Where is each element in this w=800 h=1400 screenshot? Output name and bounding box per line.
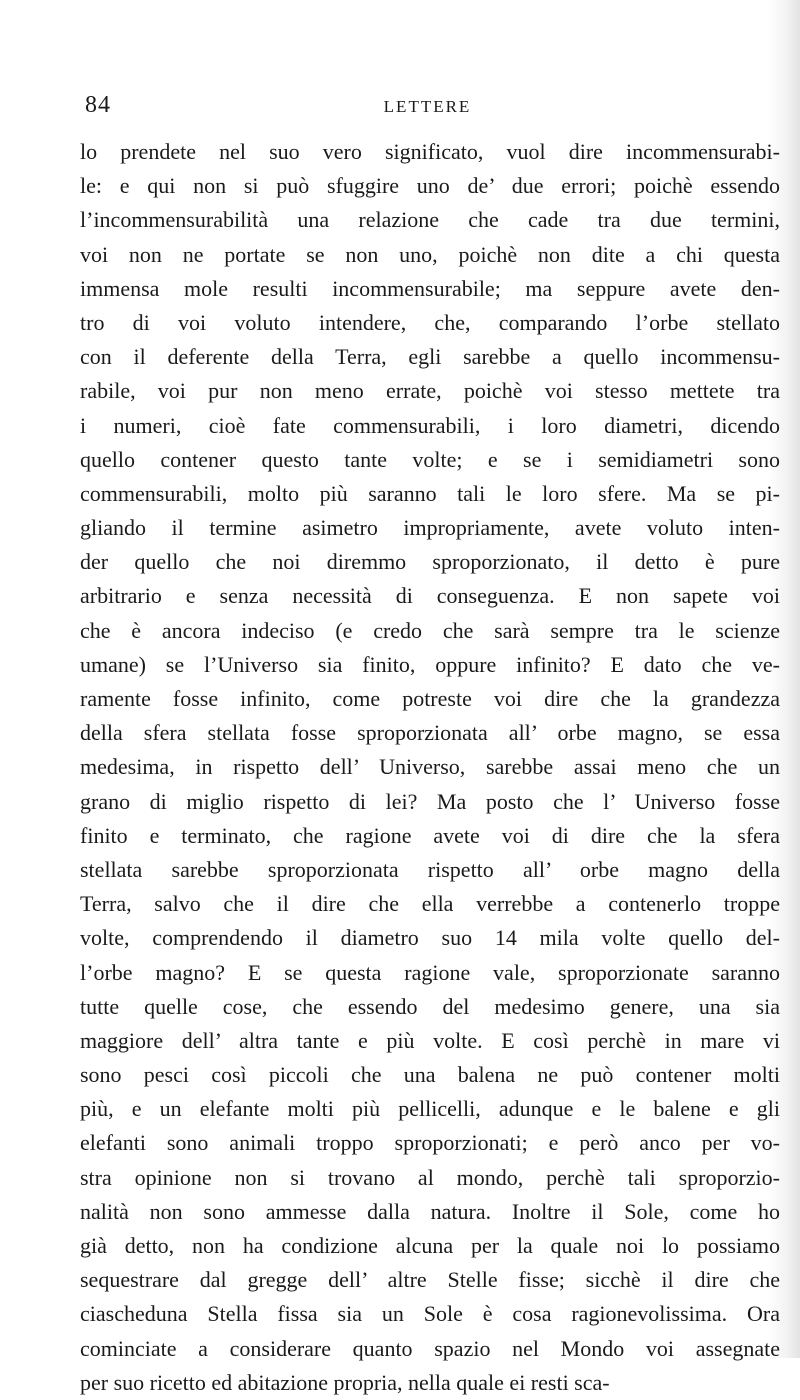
text-line: della sfera stellata fosse sproporzionata all’ orbe magno, se essa [80, 720, 780, 746]
text-line: lo prendete nel suo vero significato, vuol dire incommensurabi- [80, 139, 780, 164]
text-line: maggiore dell’ altra tante e più volte. E così perchè in mare vi [80, 1027, 780, 1053]
text-line: stra opinione non si trovano al mondo, perchè tali sproporzio- [80, 1164, 780, 1190]
running-head [85, 92, 770, 122]
text-line: volte, comprendendo il diametro suo 14 mila volte quello del- [80, 925, 780, 951]
text-line: che è ancora indeciso (e credo che sarà sempre tra le scienze [80, 617, 780, 643]
text-line: voi non ne portate se non uno, poichè non dite a chi questa [80, 241, 780, 267]
text-line: i numeri, cioè fate commensurabili, i loro diametri, dicendo [80, 412, 780, 438]
text-line: ramente fosse infinito, come potreste voi dire che la grandezza [80, 686, 780, 711]
text-line: le: e qui non si può sfuggire uno de’ due errori; poichè essendo [80, 173, 780, 199]
text-line: sequestrare dal gregge dell’ altre Stelle fisse; sicchè il dire che [80, 1267, 780, 1293]
text-line: grano di miglio rispetto di lei? Ma posto che l’ Universo fosse [80, 788, 780, 814]
text-line: già detto, non ha condizione alcuna per la quale noi lo possiamo [80, 1233, 780, 1258]
text-line: der quello che noi diremmo sproporzionato, il detto è pure [80, 549, 780, 575]
text-line: sono pesci così piccoli che una balena ne può contener molti [80, 1062, 780, 1088]
text-line: tro di voi voluto intendere, che, comparando l’orbe stellato [80, 309, 780, 335]
text-line: per suo ricetto ed abitazione propria, nella quale ei resti sca- [80, 1369, 610, 1395]
text-line: Terra, salvo che il dire che ella verrebbe a contenerlo troppe [80, 891, 780, 917]
text-line: l’incommensurabilità una relazione che cade tra due termini, [80, 207, 780, 233]
running-title: LETTERE [383, 97, 472, 116]
text-line: nalità non sono ammesse dalla natura. Inoltre il Sole, come ho [80, 1198, 780, 1224]
text-line: immensa mole resulti incommensurabile; ma seppure avete den- [80, 275, 780, 301]
text-line: gliando il termine asimetro impropriamente, avete voluto inten- [80, 515, 780, 541]
text-line: tutte quelle cose, che essendo del medesimo genere, una sia [80, 993, 780, 1019]
text-line: elefanti sono animali troppo sproporzionati; e però anco per vo- [80, 1130, 780, 1156]
text-line: rabile, voi pur non meno errate, poichè voi stesso mettete tra [80, 378, 780, 404]
text-line: finito e terminato, che ragione avete voi di dire che la sfera [80, 822, 780, 848]
text-line: stellata sarebbe sproporzionata rispetto all’ orbe magno della [80, 856, 780, 882]
page-number: 84 [85, 92, 111, 118]
text-line: con il deferente della Terra, egli sarebbe a quello incommensu- [80, 344, 780, 370]
text-line: umane) se l’Universo sia finito, oppure infinito? E dato che ve- [80, 651, 780, 677]
text-line: ciascheduna Stella fissa sia un Sole è cosa ragionevolissima. Ora [80, 1301, 780, 1327]
text-line: più, e un elefante molti più pellicelli, adunque e le balene e gli [80, 1096, 780, 1122]
text-line: cominciate a considerare quanto spazio nel Mondo voi assegnate [80, 1335, 780, 1361]
text-line: medesima, in rispetto dell’ Universo, sarebbe assai meno che un [80, 754, 780, 780]
text-line: l’orbe magno? E se questa ragione vale, sproporzionate saranno [80, 959, 780, 985]
text-line: arbitrario e senza necessità di conseguenza. E non sapete voi [80, 583, 780, 609]
text-line: quello contener questo tante volte; e se i semidiametri sono [80, 446, 780, 472]
body-text [80, 135, 780, 1400]
text-line: commensurabili, molto più saranno tali le loro sfere. Ma se pi- [80, 480, 780, 506]
